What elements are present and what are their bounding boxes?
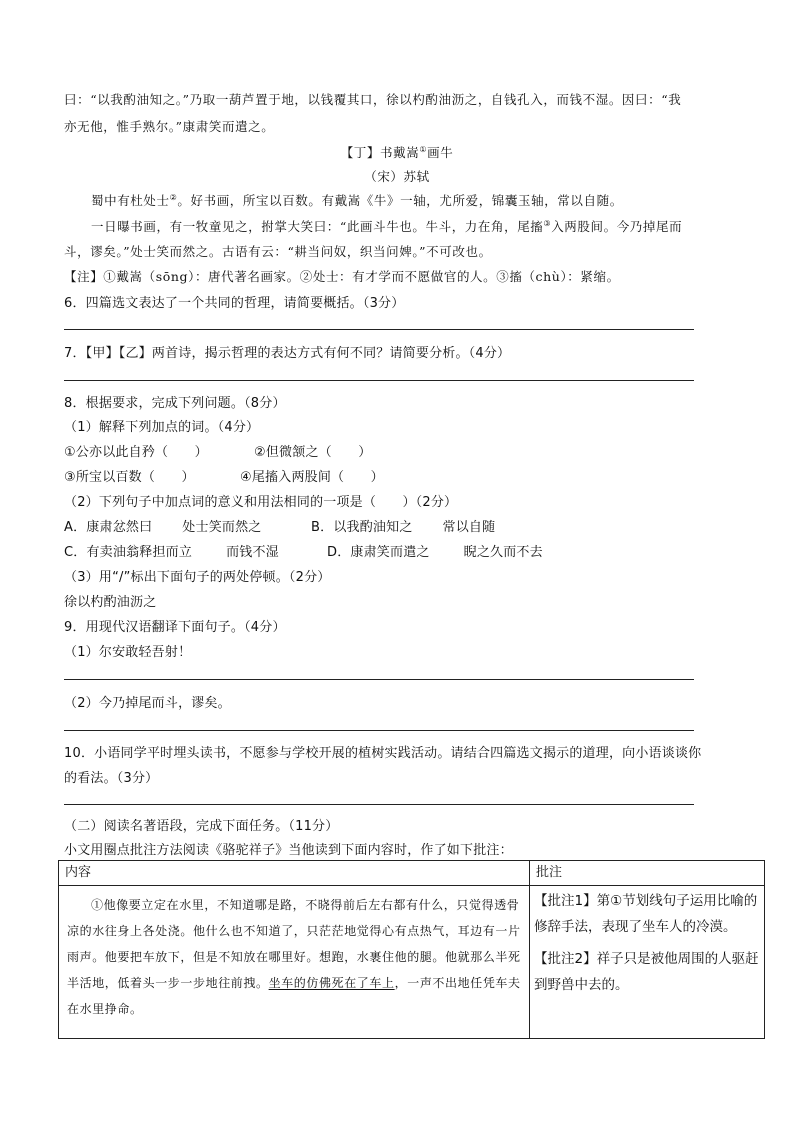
question-10: 的看法。（3分）	[64, 771, 159, 786]
option-b[interactable]: B．以我酌油知之 常以自随	[311, 520, 496, 535]
question-9: 9．用现代汉语翻译下面句子。（4分）	[64, 620, 286, 635]
word-item: ②但微颔之（ ）	[254, 445, 372, 460]
question-9-2: （2）今乃掉尾而斗，谬矣。	[64, 696, 231, 711]
annotation-1: 【批注1】第①节划线句子运用比喻的修辞手法，表现了坐车人的冷漠。	[534, 893, 758, 935]
question-6: 6．四篇选文表达了一个共同的哲理，请简要概括。（3分）	[64, 296, 405, 311]
word-item: ③所宝以百数（ ）	[64, 470, 195, 485]
annotation-cell	[530, 886, 765, 1039]
passage-paragraph: 蜀中有杜处士②。好书画，所宝以百数。有戴嵩《牛》一轴，尤所爱，锦囊玉轴，常以自随。	[91, 192, 623, 208]
answer-line[interactable]	[64, 380, 694, 381]
question-8-1: （1）解释下列加点的词。（4分）	[64, 420, 260, 435]
passage-line: 斗，谬矣。”处士笑而然之。古语有云：“耕当问奴，织当问婢。”不可改也。	[64, 244, 492, 259]
section-heading: （二）阅读名著语段，完成下面任务。（11分）	[64, 819, 339, 834]
annotation-2: 【批注2】祥子只是被他周围的人驱赶到野兽中去的。	[534, 951, 759, 993]
question-7: 7．【甲】【乙】两首诗，揭示哲理的表达方式有何不同？请简要分析。（4分）	[64, 346, 511, 361]
option-c[interactable]: C．有卖油翁释担而立 而钱不湿	[64, 545, 279, 560]
question-8: 8．根据要求，完成下列问题。（8分）	[64, 396, 286, 411]
passage-paragraph: 一日曝书画，有一牧童见之，拊掌大笑曰：“此画斗牛也。牛斗，力在角，尾搐③入两股间。今乃掉尾而	[91, 218, 683, 234]
option-a[interactable]: A．康肃忿然曰 处士笑而然之	[64, 520, 262, 535]
question-8-2: （2）下列句子中加点词的意义和用法相同的一项是（ ）（2分）	[64, 495, 458, 510]
question-8-3: （3）用“/”标出下面句子的两处停顿。（2分）	[64, 570, 331, 585]
content-cell: ①他像要立定在水里，不知道哪是路，不晓得前后左右都有什么，只觉得透骨凉的水往身上各处浇。他什么也不知道了，只茫茫地觉得心有点热气，耳边有一片雨声。他要把车放下，但是不知放在哪里好。想跑，水裹住他的腿。他就那么半死半活地，低着头一步一步地往前拽。坐车的仿佛死在了车上，一声不出地任凭车夫在水里挣命。	[59, 886, 530, 1039]
word-item: ④尾搐入两股间（ ）	[240, 470, 384, 485]
annotation-table	[58, 860, 765, 1039]
answer-line[interactable]	[64, 804, 694, 805]
passage-title: 【丁】书戴嵩①画牛	[340, 144, 454, 160]
answer-line[interactable]	[64, 679, 694, 680]
passage-note: 【注】①戴嵩（sōng）：唐代著名画家。②处士：有才学而不愿做官的人。③搐（chù）：紧缩。	[64, 269, 620, 284]
column-header-content: 内容	[59, 861, 530, 886]
answer-line[interactable]	[64, 329, 694, 330]
section-intro: 小文用圈点批注方法阅读《骆驼祥子》当他读到下面内容时，作了如下批注：	[64, 843, 513, 858]
sentence: 徐以杓酌油沥之	[64, 595, 157, 610]
underlined-sentence: 坐车的仿佛死在了车上	[268, 976, 395, 990]
word-item: ①公亦以此自矜（ ）	[64, 445, 208, 460]
question-9-1: （1）尔安敢轻吾射！	[64, 645, 192, 660]
passage-line: 曰：“以我酌油知之。”乃取一葫芦置于地，以钱覆其口，徐以杓酌油沥之，自钱孔入，而钱不湿。因曰：“我	[64, 92, 682, 107]
passage-line: 亦无他，惟手熟尔。”康肃笑而遣之。	[64, 119, 275, 134]
answer-line[interactable]	[64, 730, 694, 731]
passage-author: （宋）苏轼	[364, 169, 430, 184]
column-header-note: 批注	[530, 861, 765, 886]
option-d[interactable]: D．康肃笑而遣之 睨之久而不去	[327, 545, 543, 560]
question-10: 10．小语同学平时埋头读书，不愿参与学校开展的植树实践活动。请结合四篇选文揭示的道理，向小语谈谈你	[64, 746, 702, 761]
